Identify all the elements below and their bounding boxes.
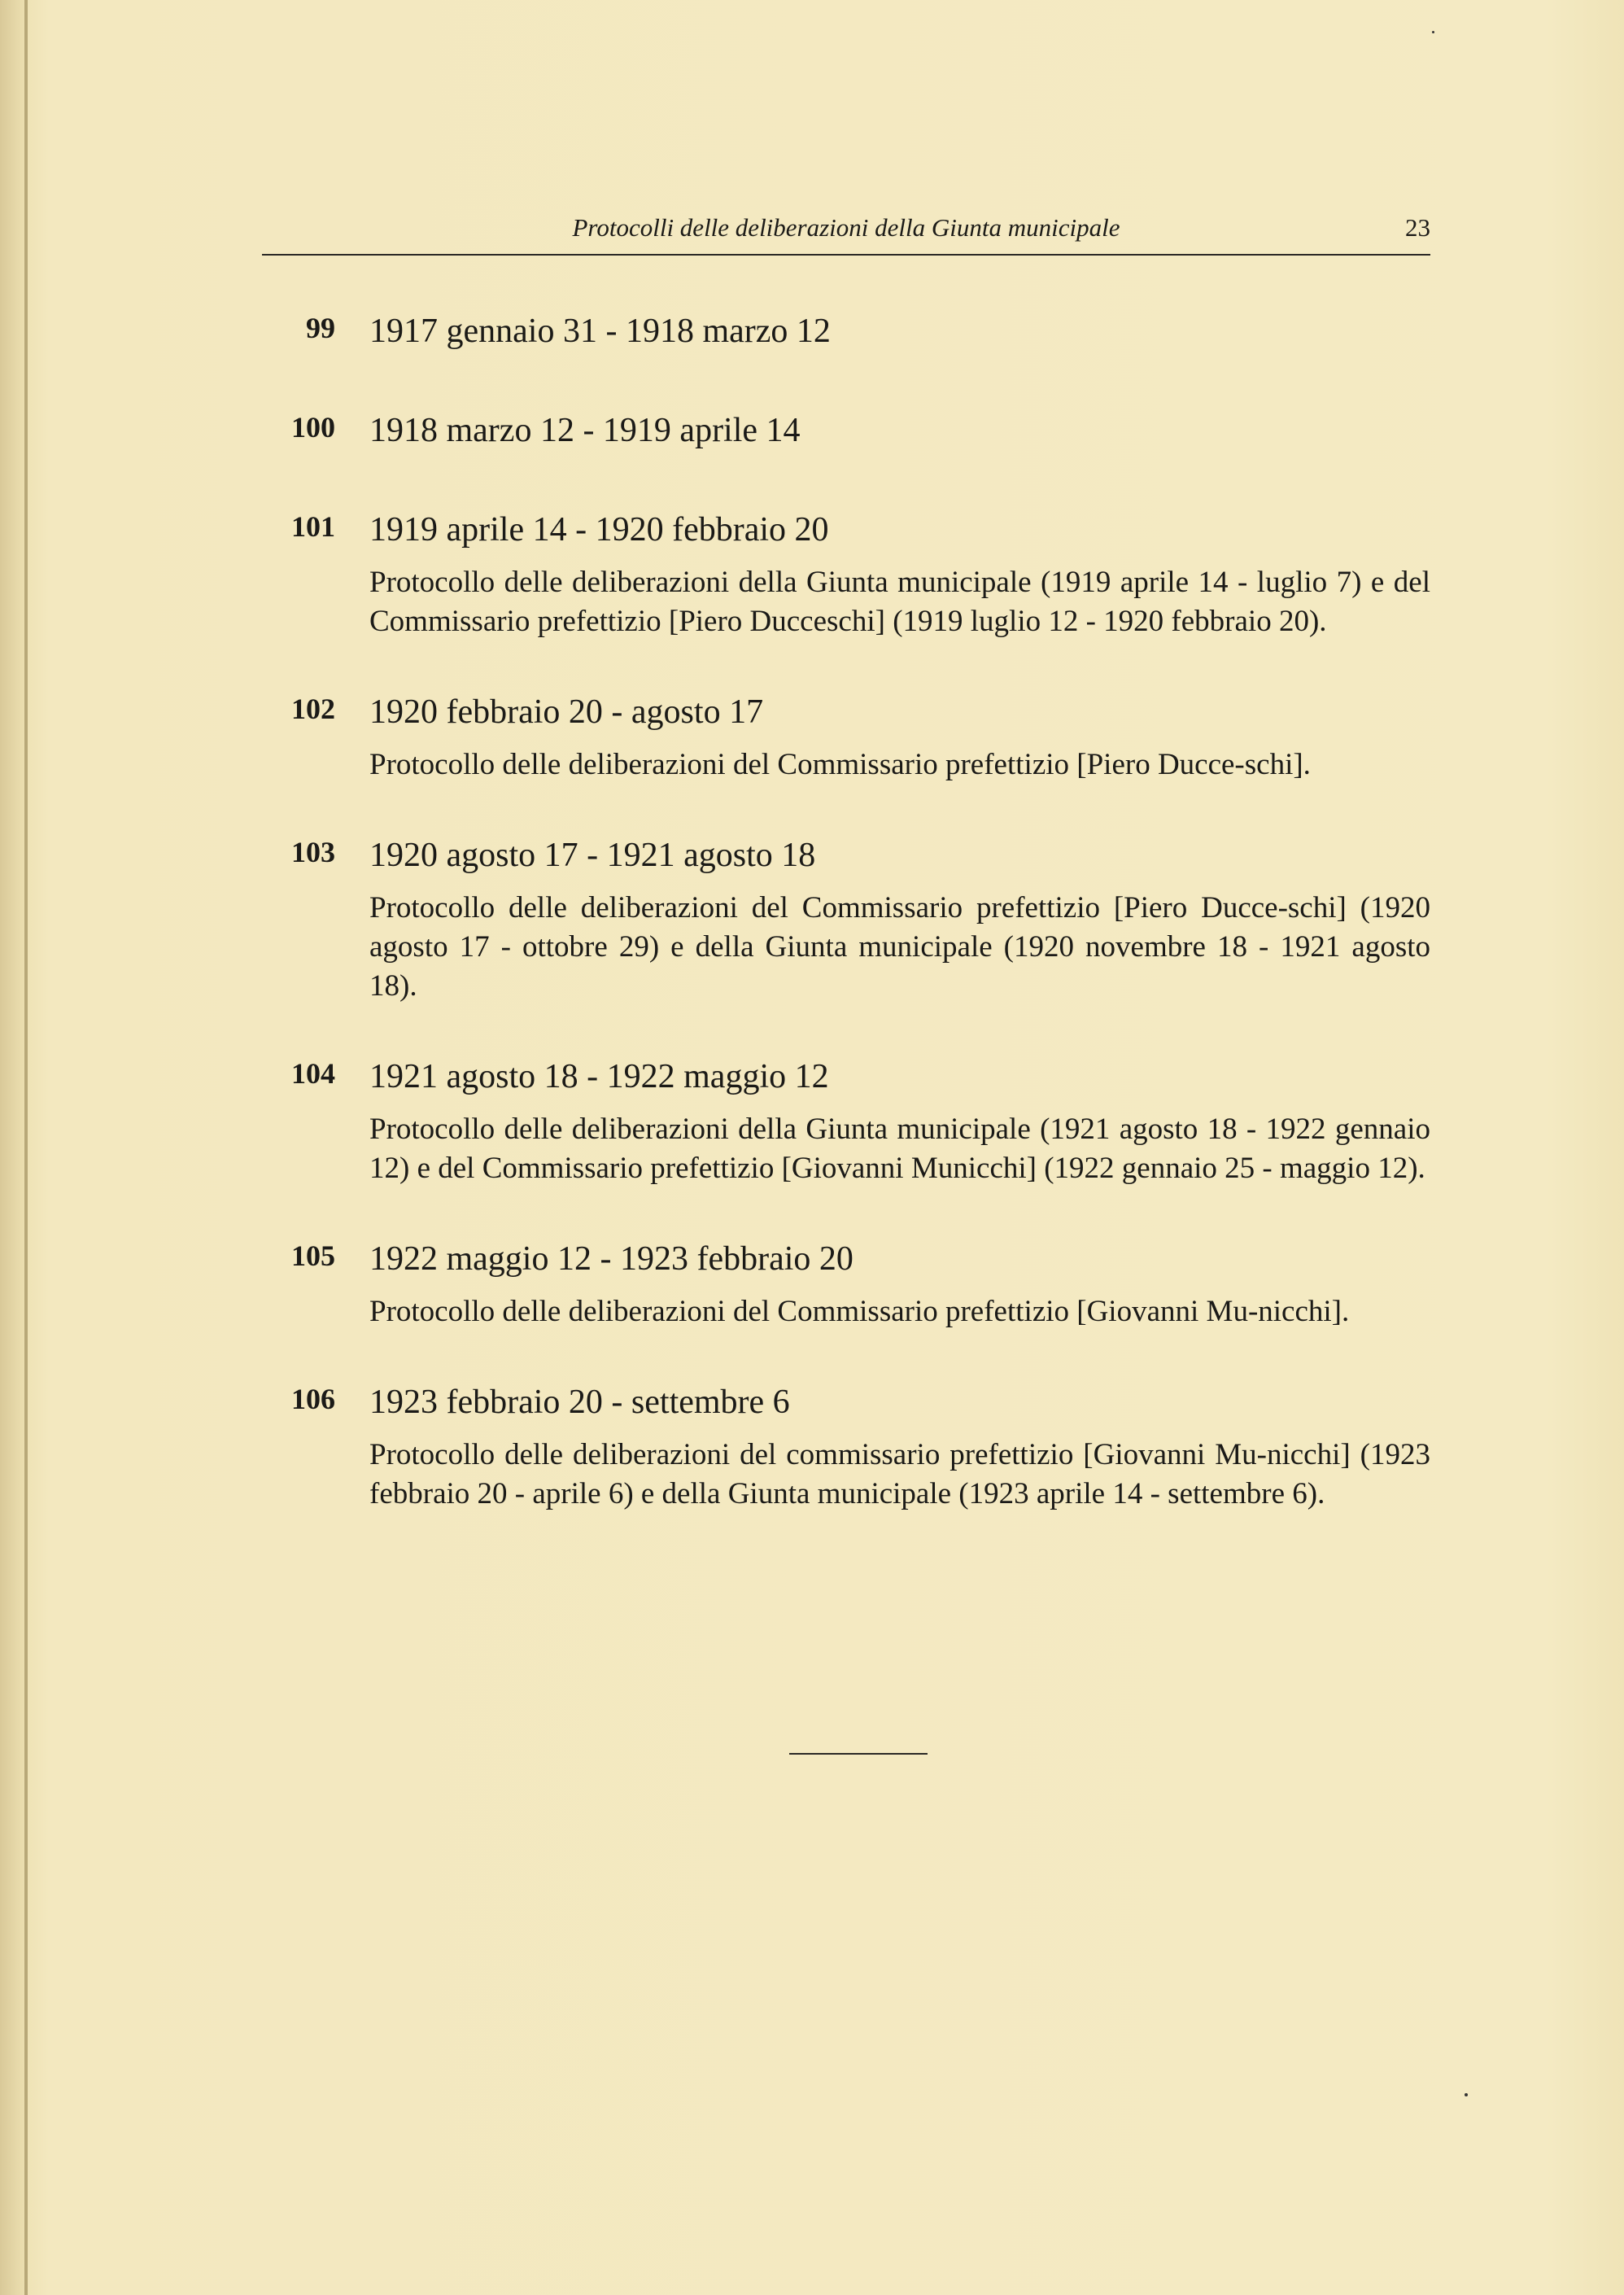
- entry-number: 105: [291, 1239, 335, 1272]
- entry-description: Protocollo delle deliberazioni della Giunta municipale (1921 agosto 18 - 1922 gennaio 12) e del Commissario prefettizio [Giovanni Municchi] (1922 gennaio 25 - maggio 12).: [369, 1113, 1430, 1185]
- end-rule: [789, 1753, 928, 1755]
- entry: [262, 1374, 1430, 1514]
- entry: [262, 827, 1430, 1006]
- entry: [262, 684, 1430, 785]
- entry: [262, 402, 1430, 459]
- entry-date-range: 1917 gennaio 31 - 1918 marzo 12: [369, 313, 831, 350]
- entry: [262, 501, 1430, 641]
- binding-shadow: [0, 0, 24, 2295]
- entry-number: 100: [291, 411, 335, 444]
- page-number: 23: [1405, 213, 1430, 242]
- entry-date-range: 1923 febbraio 20 - settembre 6: [369, 1384, 790, 1421]
- speck: [1465, 2093, 1468, 2096]
- entry-date-range: 1920 agosto 17 - 1921 agosto 18: [369, 837, 816, 874]
- header-rule: [262, 254, 1430, 256]
- entry-date-range: 1919 aprile 14 - 1920 febbraio 20: [369, 511, 829, 549]
- entry-number: 103: [291, 836, 335, 868]
- entry-description: Protocollo delle deliberazioni del Commissario prefettizio [Giovanni Mu-nicchi].: [369, 1295, 1350, 1328]
- entry: [262, 303, 1430, 360]
- entry-description: Protocollo delle deliberazioni del commissario prefettizio [Giovanni Mu-nicchi] (1923 febbraio 20 - aprile 6) e della Giunta municipale (1923 aprile 14 - settembre 6).: [369, 1438, 1430, 1510]
- entry-number: 99: [306, 312, 335, 344]
- entry: [262, 1048, 1430, 1188]
- entry-list: [262, 303, 1430, 1556]
- entry-date-range: 1918 marzo 12 - 1919 aprile 14: [369, 412, 801, 449]
- speck: [1432, 31, 1434, 33]
- entry-number: 101: [291, 510, 335, 543]
- entry-number: 104: [291, 1057, 335, 1090]
- entry-description: Protocollo delle deliberazioni della Giunta municipale (1919 aprile 14 - luglio 7) e del Commissario prefettizio [Piero Ducceschi] (1919 luglio 12 - 1920 febbraio 20).: [369, 566, 1430, 638]
- binding-edge: [24, 0, 28, 2295]
- entry-number: 106: [291, 1383, 335, 1415]
- entry-date-range: 1922 maggio 12 - 1923 febbraio 20: [369, 1240, 853, 1278]
- entry: [262, 1231, 1430, 1331]
- entry-description: Protocollo delle deliberazioni del Commissario prefettizio [Piero Ducce-schi] (1920 agosto 17 - ottobre 29) e della Giunta municipale (1920 novembre 18 - 1921 agosto 18).: [369, 891, 1430, 1003]
- running-title: Protocolli delle deliberazioni della Giunta municipale: [572, 213, 1120, 242]
- entry-date-range: 1921 agosto 18 - 1922 maggio 12: [369, 1058, 829, 1095]
- entry-description: Protocollo delle deliberazioni del Commissario prefettizio [Piero Ducce-schi].: [369, 748, 1311, 781]
- page-header: [262, 213, 1430, 254]
- entry-number: 102: [291, 693, 335, 725]
- entry-date-range: 1920 febbraio 20 - agosto 17: [369, 693, 764, 731]
